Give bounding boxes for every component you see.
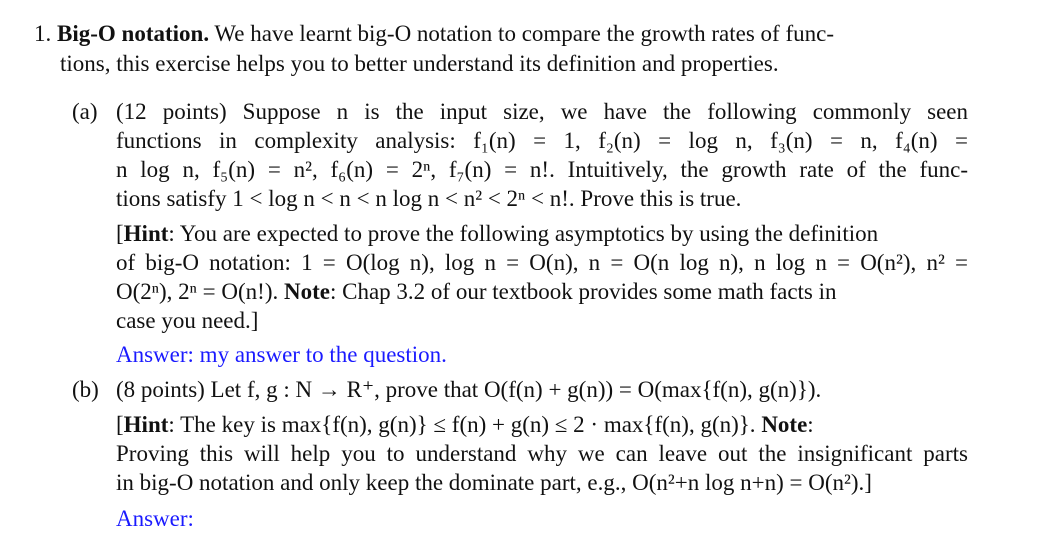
part-b-answer: Answer: — [116, 506, 194, 531]
part-b-hint-line3: in big-O notation and only keep the dominate part, e.g., O(n²+n log n+n) = O(n²).] — [116, 470, 872, 495]
part-a-hint-line3 — [116, 278, 968, 306]
part-a-hint-line2: of big-O notation: 1 = O(log n), log n = O(n), n = O(n log n), n log n = O(n²), n² = — [116, 250, 968, 275]
problem-intro-line2: tions, this exercise helps you to better understand its definition and properties. — [60, 51, 779, 76]
problem-title: Big-O notation. — [57, 21, 210, 46]
part-b-hint-line2: Proving this will help you to understand why we can leave out the insignificant parts — [116, 441, 968, 466]
part-a-label: (a) — [72, 99, 98, 124]
problem-intro-line1: We have learnt big-O notation to compare the growth rates of func- — [214, 21, 834, 46]
part-b-note-label: Note — [761, 412, 808, 437]
part-b-label: (b) — [72, 377, 99, 402]
part-b-line1: (8 points) Let f, g : N → R⁺, prove that O(f(n) + g(n)) = O(max{f(n), g(n)}). — [116, 377, 822, 402]
part-a-line3: n log n, f₅(n) = n², f₆(n) = 2ⁿ, f₇(n) = n!. Intuitively, the growth rate of the func- — [116, 157, 968, 182]
part-a-hint-label: Hint — [123, 221, 169, 246]
part-b-hint-line1 — [116, 411, 968, 439]
part-a-hint-line1-rest: : You are expected to prove the following asymptotics by using the definition — [168, 221, 879, 246]
part-a-hint-line4: case you need.] — [116, 308, 259, 333]
problem-heading-line1 — [34, 20, 970, 48]
part-a-line1: (12 points) Suppose n is the input size, we have the following commonly seen — [116, 99, 968, 124]
problem-number: 1. — [34, 21, 52, 46]
part-a-hint-line3-post: : Chap 3.2 of our textbook provides some math facts in — [329, 279, 837, 304]
part-a-note-label: Note — [283, 279, 330, 304]
part-a-answer: Answer: my answer to the question. — [116, 342, 447, 367]
part-a-line2: functions in complexity analysis: f₁(n) = 1, f₂(n) = log n, f₃(n) = n, f₄(n) = — [116, 128, 968, 153]
part-b-hint-line1-end: : — [807, 412, 814, 437]
part-b-hint-line1-mid: : The key is max{f(n), g(n)} ≤ f(n) + g(n) ≤ 2 · max{f(n), g(n)}. — [168, 412, 762, 437]
part-b-hint-label: Hint — [123, 412, 169, 437]
part-a-hint-bracket: [ — [116, 221, 124, 246]
part-a-hint-line1 — [116, 220, 968, 248]
part-b-hint-bracket: [ — [116, 412, 124, 437]
part-a-hint-line3-pre: O(2ⁿ), 2ⁿ = O(n!). — [116, 279, 284, 304]
part-a-line4: tions satisfy 1 < log n < n < n log n < n² < 2ⁿ < n!. Prove this is true. — [116, 186, 742, 211]
